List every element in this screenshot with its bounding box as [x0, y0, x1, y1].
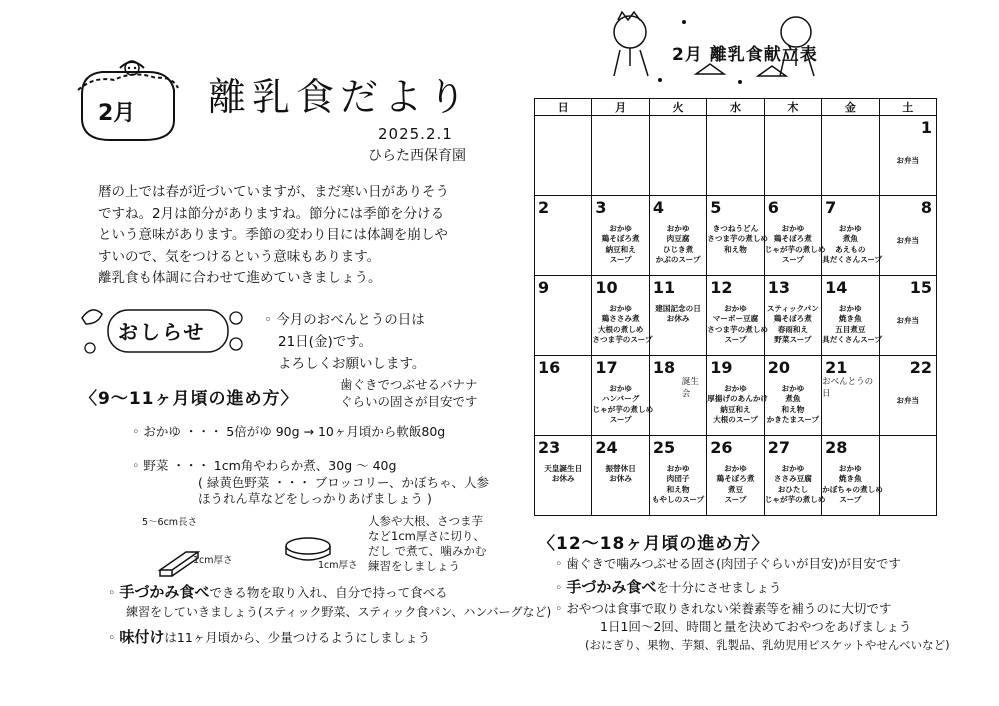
- menu-item: 焼き魚: [838, 474, 862, 484]
- menu-item: ささみ豆腐: [773, 474, 812, 484]
- finger-food-text: を十分にさせましょう: [656, 580, 782, 595]
- day-menu: [880, 156, 936, 166]
- calendar-day-cell: [764, 356, 821, 436]
- menu-item: 鶏そぼろ煮: [773, 234, 812, 244]
- day-menu: [592, 304, 653, 345]
- menu-item: 春雨和え: [777, 324, 809, 334]
- snack-guideline: ◦ おやつは食事で取りきれない栄養素等を補うのに大切です: [555, 601, 892, 616]
- day-number: 18: [652, 358, 676, 377]
- intro-paragraph: [98, 182, 503, 290]
- note-line: 練習をしましょう: [368, 559, 460, 573]
- vegetable-note-line: ほうれん草などをしっかりあげましょう ): [198, 491, 432, 506]
- menu-item: 厚揚げのあんかけ: [707, 394, 769, 404]
- calendar-day-cell: [879, 116, 936, 196]
- day-menu: [880, 396, 936, 406]
- menu-item: じゃが芋の煮しめ: [764, 494, 826, 504]
- day-menu: [880, 316, 936, 326]
- calendar-day-cell: [592, 276, 653, 356]
- notice-line: 21日(金)です。: [278, 334, 373, 350]
- menu-item: 振替休日: [605, 464, 636, 473]
- menu-item: お休み: [666, 314, 690, 324]
- calendar-day-cell: [592, 196, 649, 276]
- day-menu: [592, 224, 648, 265]
- weekday-header: 金: [822, 99, 879, 116]
- calendar-day-cell: [764, 276, 821, 356]
- notice-title: おしらせ: [118, 320, 206, 344]
- day-number: 8: [920, 198, 932, 217]
- menu-item: おかゆ: [666, 464, 690, 473]
- menu-item: おかゆ: [781, 384, 805, 393]
- calendar-day-cell: [764, 116, 821, 196]
- calendar-week-row: [535, 116, 937, 196]
- menu-item: お弁当: [896, 156, 920, 165]
- section-note-9-11-months: [340, 376, 478, 410]
- menu-item: おかゆ: [609, 224, 633, 233]
- finger-food-guideline: ◦ 手づかみ食べできる物を取り入れ、自分で持って食べる: [108, 583, 448, 601]
- notice-body: [264, 309, 425, 375]
- calendar-day-cell: [592, 356, 654, 436]
- calendar-day-cell: [649, 356, 706, 436]
- calendar-day-cell: [707, 356, 769, 436]
- menu-item: 和え物: [666, 484, 690, 494]
- note-line: 歯ぐきでつぶせるバナナ: [340, 377, 478, 392]
- menu-item: 和え物: [724, 244, 747, 254]
- firmness-guideline: ◦ 歯ぐきで噛みつぶせる固さ(肉団子ぐらいが目安)が目安です: [555, 556, 901, 571]
- finger-food-heading: 手づかみ食べ: [119, 583, 210, 601]
- menu-item: もやしのスープ: [651, 494, 705, 504]
- calendar-day-cell: [822, 436, 883, 516]
- weekday-header: 月: [592, 99, 649, 116]
- menu-item: スープ: [724, 334, 747, 344]
- menu-item: おかゆ: [838, 464, 862, 473]
- day-number: 7: [825, 198, 837, 217]
- day-menu: [822, 304, 883, 345]
- day-menu: [592, 464, 648, 485]
- menu-item: 焼き魚: [838, 314, 862, 324]
- day-menu: [764, 464, 826, 505]
- menu-item: さつま芋の煮しめ: [707, 324, 769, 334]
- day-menu: [765, 304, 821, 345]
- day-number: 10: [595, 278, 618, 297]
- calendar-day-cell: [879, 436, 936, 516]
- day-number: 22: [909, 358, 932, 377]
- menu-item: おかゆ: [724, 304, 747, 313]
- day-number: 17: [595, 358, 618, 377]
- menu-item: お休み: [609, 474, 633, 484]
- menu-item: 大根のスープ: [713, 414, 758, 424]
- menu-item: スープ: [609, 414, 632, 424]
- menu-item: おかゆ: [781, 464, 805, 473]
- day-number: 21: [825, 358, 848, 377]
- illus-thickness-label: 1cm厚さ: [193, 555, 233, 566]
- menu-item: 野菜スープ: [774, 334, 812, 344]
- calendar-day-cell: [535, 436, 592, 516]
- finger-food-text-2: 練習をしていきましょう(スティック野菜、スティック食パン、ハンバーグなど): [126, 605, 552, 619]
- weekday-header: 日: [535, 99, 592, 116]
- menu-item: お休み: [551, 474, 575, 484]
- intro-line: という意味があります。季節の変わり目には体調を崩しや: [98, 227, 448, 243]
- calendar-day-cell: [592, 116, 649, 196]
- menu-item: 五目煮豆: [835, 324, 866, 334]
- menu-item: 煮豆: [727, 484, 744, 494]
- menu-item: おかゆ: [724, 384, 747, 393]
- menu-item: おかゆ: [781, 224, 805, 233]
- okayu-guideline: ◦ おかゆ ・・・ 5倍がゆ 90g → 10ヶ月頃から軟飯80g: [132, 424, 446, 439]
- day-number: 28: [825, 438, 848, 457]
- menu-item: じゃが芋の煮しめ: [592, 404, 654, 414]
- menu-item: かぶのスープ: [655, 254, 701, 264]
- menu-item: 鶏そぼろ煮: [773, 314, 812, 324]
- menu-item: マーボー豆腐: [712, 314, 759, 324]
- menu-item: 納豆和え: [720, 404, 751, 414]
- menu-item: さつま芋のスープ: [592, 334, 653, 344]
- day-menu: [650, 464, 706, 505]
- day-menu: [707, 464, 763, 505]
- menu-item: スープ: [781, 254, 804, 264]
- menu-item: 大根の煮しめ: [597, 324, 644, 334]
- menu-item: 煮魚: [842, 234, 858, 244]
- day-menu: [765, 384, 821, 425]
- day-menu: [880, 236, 936, 246]
- menu-item: 和え物: [781, 404, 805, 414]
- illus-thickness-label: 1cm厚さ: [318, 560, 358, 571]
- day-number: 13: [767, 278, 790, 297]
- intro-line: 離乳食も体調に合わせて進めていきましょう。: [98, 270, 382, 286]
- menu-item: おかゆ: [838, 224, 862, 233]
- day-menu: [707, 224, 769, 255]
- seasoning-guideline: ◦ 味付けは11ヶ月頃から、少量つけるようにしましょう: [108, 628, 431, 646]
- calendar-day-cell: [649, 116, 706, 196]
- intro-line: ですね。2月は節分がありますね。節分には季節を分ける: [98, 205, 445, 222]
- day-number: 5: [710, 198, 722, 217]
- menu-item: お弁当: [896, 316, 920, 325]
- calendar-day-cell: [535, 356, 592, 436]
- snack-examples: (おにぎり、果物、芋類、乳製品、乳幼児用ビスケットやせんべいなど): [585, 638, 950, 652]
- calendar-day-cell: [879, 356, 936, 436]
- page-title: 離乳食だより: [208, 75, 473, 119]
- calendar-day-cell: [822, 196, 883, 276]
- calendar-day-cell: [764, 196, 826, 276]
- vegetable-note-line: ( 緑黄色野菜 ・・・ ブロッコリー、かぼちゃ、人参: [198, 475, 490, 490]
- vegetable-guideline: ◦ 野菜 ・・・ 1cm角やわらか煮、30g ～ 40g: [132, 458, 397, 473]
- weekday-header: 木: [764, 99, 821, 116]
- day-menu: [592, 384, 654, 425]
- calendar-title: 2月 離乳食献立表: [672, 45, 818, 65]
- menu-item: 煮魚: [785, 394, 801, 404]
- menu-item: おかゆ: [609, 384, 633, 393]
- calendar-day-cell: [649, 436, 706, 516]
- menu-item: 建国記念の日: [655, 304, 701, 313]
- weekday-row: [535, 99, 937, 116]
- menu-item: お弁当: [896, 236, 920, 245]
- calendar-week-row: [535, 276, 937, 356]
- weekday-header: 水: [707, 99, 764, 116]
- calendar-week-row: [535, 356, 937, 436]
- day-number: 2: [538, 198, 550, 217]
- month-label: 2月: [98, 101, 136, 126]
- day-menu: [822, 464, 883, 505]
- intro-line: 暦の上では春が近づいていますが、まだ寒い日がありそう: [98, 184, 449, 200]
- organization-name: ひらた西保育園: [368, 148, 466, 164]
- day-number: 26: [710, 438, 733, 457]
- calendar-day-cell: [649, 276, 706, 356]
- menu-item: 納豆和え: [605, 244, 636, 254]
- menu-item: かきたまスープ: [766, 414, 820, 424]
- calendar-day-cell: [822, 116, 879, 196]
- day-menu: [764, 224, 826, 265]
- note-line: ぐらいの固さが目安です: [340, 394, 478, 409]
- day-number: 9: [538, 278, 550, 297]
- notice-line: よろしくお願いします。: [278, 356, 426, 372]
- menu-calendar: [534, 98, 937, 516]
- seasoning-text: は11ヶ月頃から、少量つけるようにしましょう: [164, 630, 431, 645]
- snack-frequency: 1日1回～2回、時間と量を決めておやつをあげましょう: [600, 619, 912, 634]
- menu-item: じゃが芋の煮しめ: [764, 244, 826, 254]
- calendar-day-cell: [822, 356, 879, 436]
- calendar-week-row: [535, 196, 937, 276]
- finger-food-guideline-2: ◦ 手づかみ食べを十分にさせましょう: [555, 578, 782, 596]
- menu-item: おかゆ: [838, 304, 862, 313]
- menu-item: ひじき煮: [662, 244, 694, 254]
- menu-item: 鶏そぼろ煮: [601, 234, 640, 244]
- day-number: 1: [920, 118, 932, 137]
- day-menu: [822, 224, 883, 265]
- intro-line: すいので、気をつけるという意味もあります。: [98, 248, 381, 265]
- day-number: 3: [595, 198, 607, 217]
- day-menu: [650, 304, 706, 325]
- issue-date: 2025.2.1: [378, 125, 453, 143]
- day-number: 16: [538, 358, 561, 377]
- menu-item: おかゆ: [724, 464, 747, 473]
- menu-item: スープ: [724, 494, 747, 504]
- menu-item: かぼちゃの煮しめ: [822, 484, 883, 494]
- menu-item: おひたし: [777, 484, 809, 494]
- notice-line: ◦ 今月のおべんとうの日は: [264, 312, 425, 328]
- illus-note: [368, 514, 486, 574]
- day-number: 27: [767, 438, 790, 457]
- day-number: 14: [825, 278, 848, 297]
- day-number: 4: [652, 198, 664, 217]
- day-menu: [650, 224, 706, 265]
- calendar-day-cell: [649, 196, 706, 276]
- finger-food-heading: 手づかみ食べ: [566, 578, 657, 596]
- seasoning-heading: 味付け: [119, 628, 165, 646]
- note-line: だし で煮て、噛みかむ: [368, 544, 487, 558]
- menu-item: 具だくさんスープ: [822, 334, 883, 344]
- illus-size-label: 5～6cm長さ: [142, 517, 198, 528]
- menu-item: ハンバーグ: [601, 394, 640, 404]
- menu-item: スープ: [609, 254, 632, 264]
- calendar-day-cell: [535, 276, 592, 356]
- menu-item: 天皇誕生日: [544, 464, 583, 473]
- day-number: 25: [652, 438, 676, 457]
- calendar-day-cell: [879, 276, 936, 356]
- menu-item: 鶏ささみ煮: [601, 314, 640, 324]
- note-line: 人参や大根、さつま芋: [368, 514, 483, 528]
- menu-item: スープ: [839, 494, 862, 504]
- menu-item: お弁当: [896, 396, 920, 405]
- day-menu: [535, 464, 591, 485]
- day-menu: [707, 384, 769, 425]
- menu-item: 具だくさんスープ: [822, 254, 883, 264]
- calendar-day-cell: [822, 276, 883, 356]
- calendar-day-cell: [707, 436, 764, 516]
- menu-item: 鶏そぼろ煮: [716, 474, 755, 484]
- calendar-week-row: [535, 436, 937, 516]
- menu-item: スティックパン: [766, 304, 819, 313]
- day-number: 19: [710, 358, 733, 377]
- day-number: 24: [595, 438, 618, 457]
- day-memo: おべんとうの日: [822, 377, 874, 399]
- menu-item: きつねうどん: [712, 224, 759, 233]
- calendar-day-cell: [879, 196, 936, 276]
- calendar-day-cell: [535, 196, 592, 276]
- menu-item: おかゆ: [666, 224, 690, 233]
- day-number: 23: [538, 438, 561, 457]
- day-menu: [707, 304, 769, 345]
- finger-food-text: できる物を取り入れ、自分で持って食べる: [209, 585, 448, 600]
- menu-item: 肉豆腐: [666, 234, 690, 244]
- day-number: 11: [652, 278, 676, 297]
- weekday-header: 火: [649, 99, 706, 116]
- calendar-day-cell: [707, 116, 764, 196]
- day-number: 6: [767, 198, 779, 217]
- menu-item: さつま芋の煮しめ: [707, 234, 769, 244]
- weekday-header: 土: [879, 99, 936, 116]
- menu-item: おかゆ: [609, 304, 633, 313]
- menu-item: 肉団子: [666, 474, 690, 484]
- day-number: 12: [710, 278, 733, 297]
- calendar-day-cell: [535, 116, 592, 196]
- day-memo: 誕生会: [681, 377, 699, 399]
- section-title-12-18-months: 〈12～18ヶ月頃の進め方〉: [538, 534, 770, 554]
- menu-item: あえもの: [835, 244, 866, 254]
- note-line: など1cm厚さに切り、: [368, 529, 485, 543]
- calendar-day-cell: [764, 436, 826, 516]
- calendar-day-cell: [707, 276, 769, 356]
- section-title-9-11-months: 〈9～11ヶ月頃の進め方〉: [80, 389, 299, 409]
- calendar-day-cell: [707, 196, 769, 276]
- calendar-day-cell: [592, 436, 649, 516]
- day-number: 15: [909, 278, 932, 297]
- day-number: 20: [767, 358, 790, 377]
